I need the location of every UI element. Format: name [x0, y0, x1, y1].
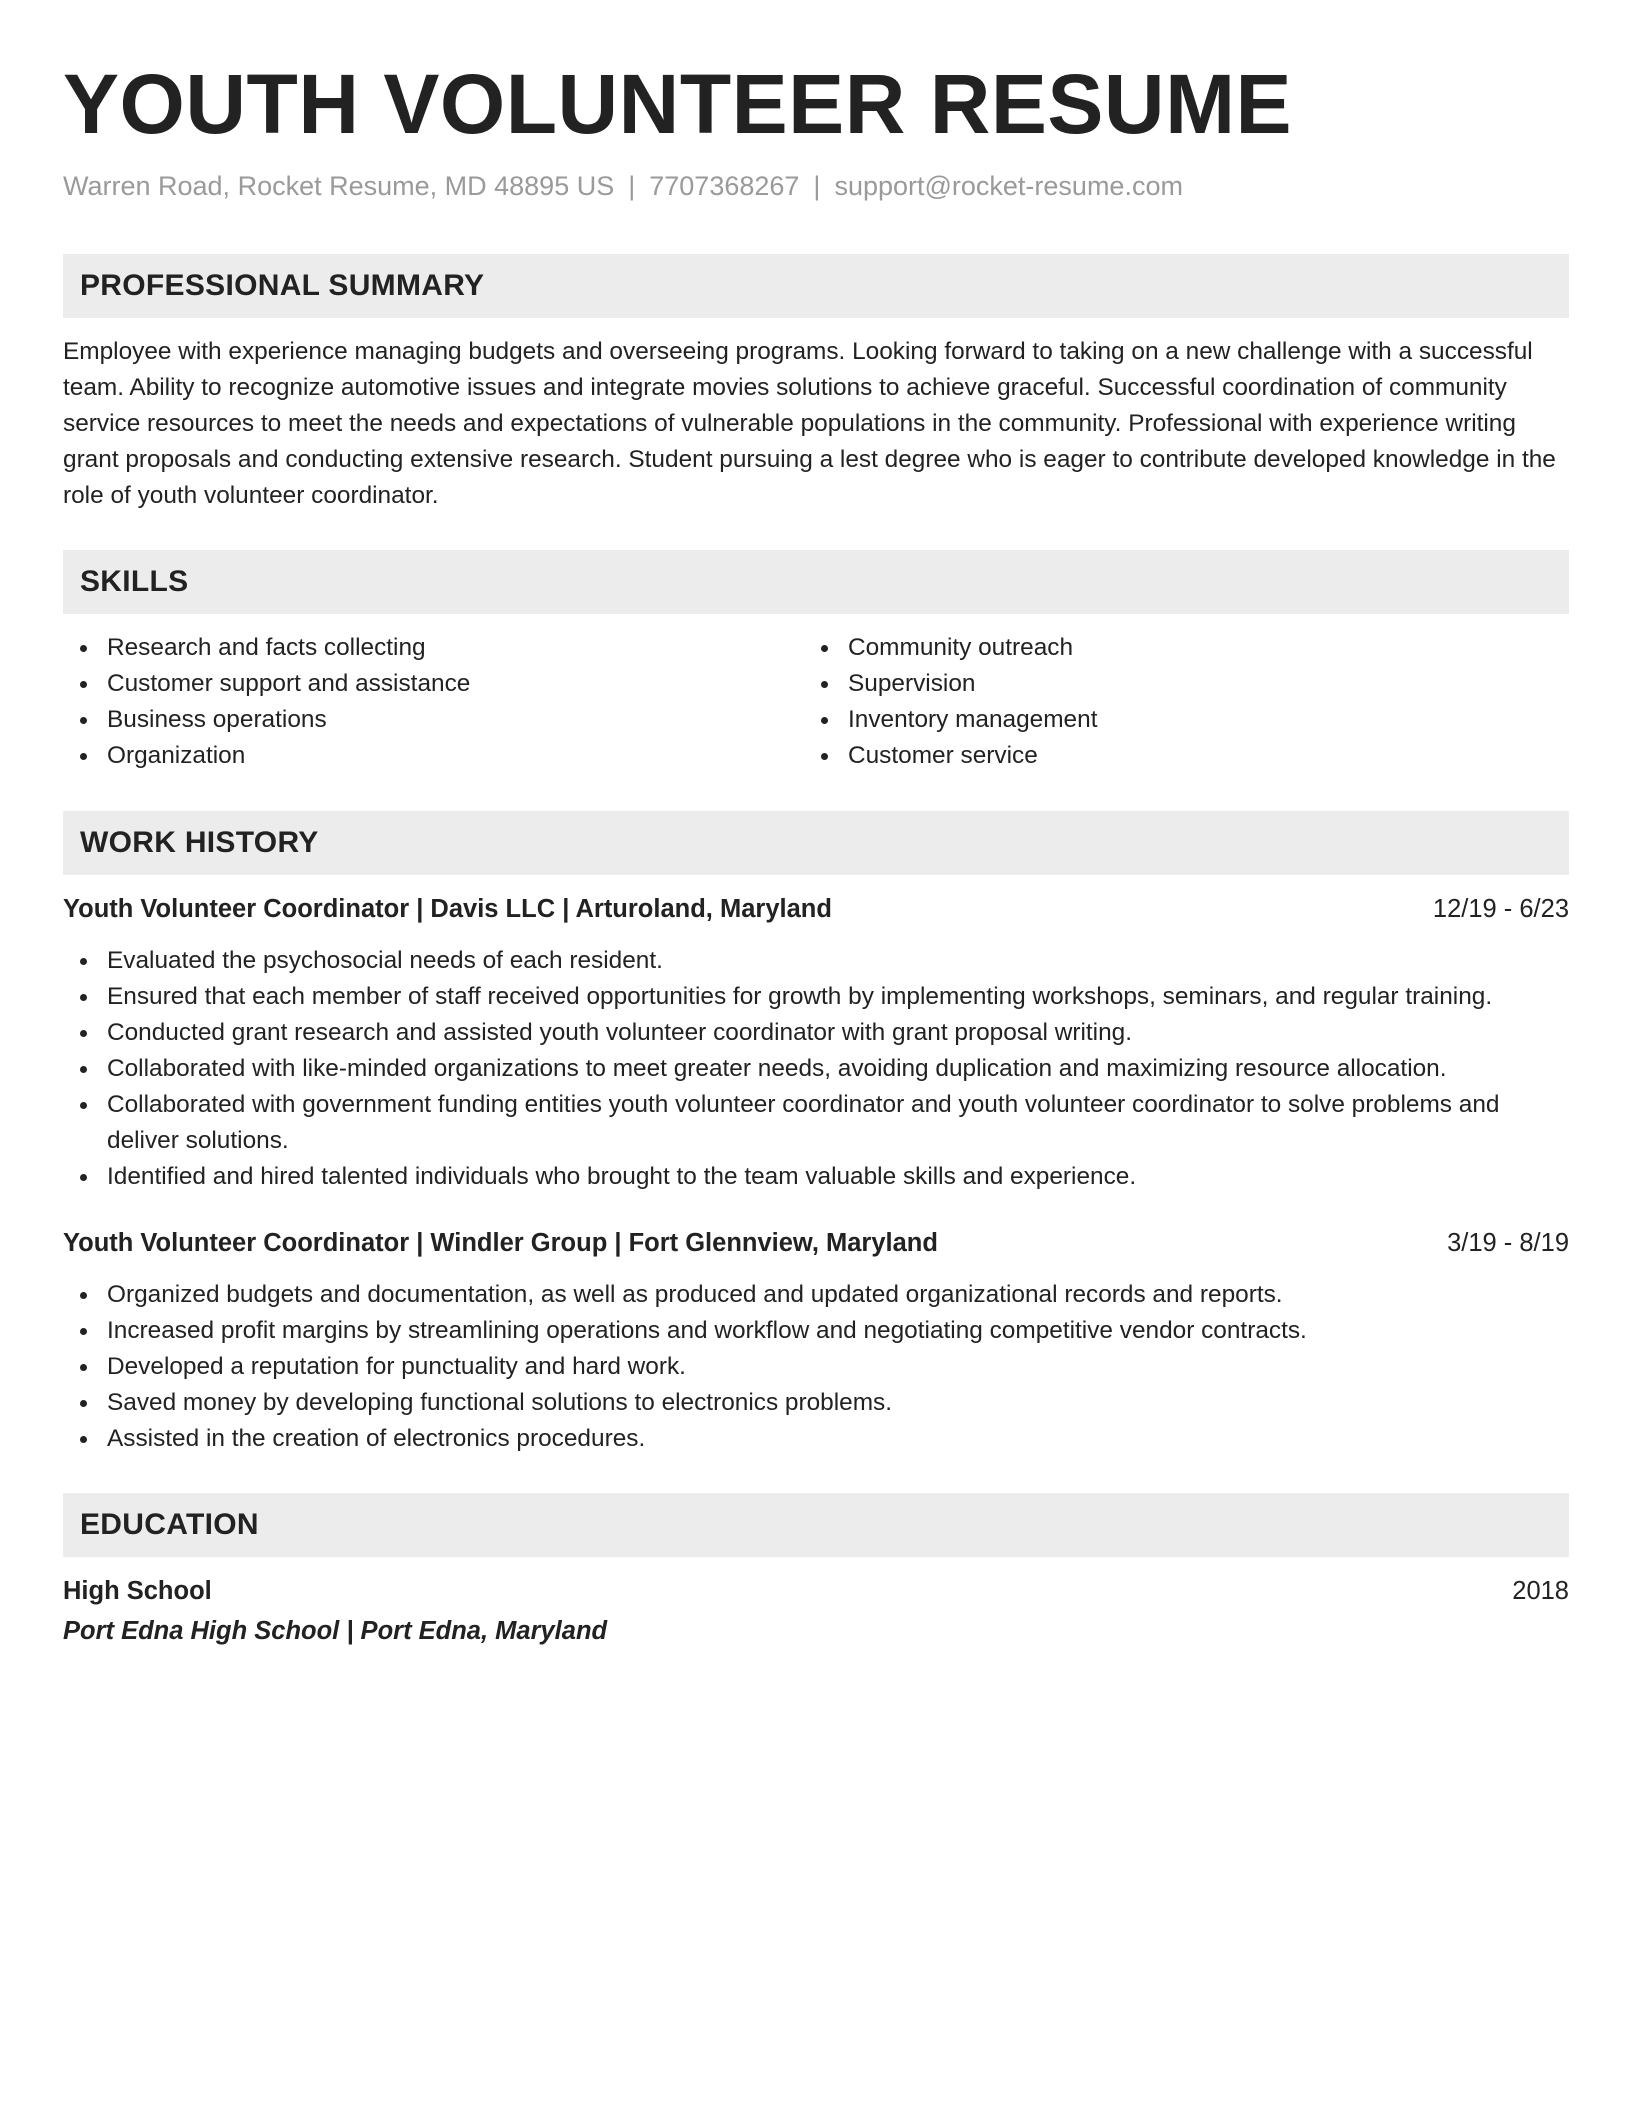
skill-item: Business operations [63, 702, 804, 738]
job-title: Youth Volunteer Coordinator | Davis LLC | Arturoland, Maryland [63, 895, 832, 923]
job-header [63, 891, 1569, 927]
skill-item: Community outreach [804, 630, 1545, 666]
contact-address: Warren Road, Rocket Resume, MD 48895 US [63, 171, 615, 201]
job-entry [63, 1225, 1569, 1457]
job-bullet: Conducted grant research and assisted youth volunteer coordinator with grant proposal writing. [63, 1015, 1569, 1051]
contact-line [63, 168, 1569, 204]
education-year: 2018 [1512, 1577, 1569, 1605]
job-dates: 12/19 - 6/23 [1432, 895, 1569, 923]
job-bullets [63, 1277, 1569, 1457]
job-bullet: Ensured that each member of staff received opportunities for growth by implementing workshops, seminars, and regular training. [63, 979, 1569, 1015]
job-bullet: Collaborated with like-minded organizations to meet greater needs, avoiding duplication and maximizing resource allocation. [63, 1051, 1569, 1087]
job-header [63, 1225, 1569, 1261]
contact-separator: | [813, 171, 821, 201]
skill-item: Customer support and assistance [63, 666, 804, 702]
contact-separator: | [628, 171, 636, 201]
section-header-work-history: WORK HISTORY [63, 811, 1569, 875]
job-title: Youth Volunteer Coordinator | Windler Group | Fort Glennview, Maryland [63, 1229, 938, 1257]
education-header [63, 1573, 1569, 1609]
job-bullet: Collaborated with government funding entities youth volunteer coordinator and youth volunteer coordinator to solve problems and deliver solutions. [63, 1087, 1569, 1159]
job-bullet: Identified and hired talented individuals who brought to the team valuable skills and experience. [63, 1159, 1569, 1195]
section-header-skills: SKILLS [63, 550, 1569, 614]
resume-title: YOUTH VOLUNTEER RESUME [63, 57, 1293, 151]
skill-item: Inventory management [804, 702, 1545, 738]
education-degree: High School [63, 1577, 212, 1605]
job-bullet: Assisted in the creation of electronics procedures. [63, 1421, 1569, 1457]
job-bullet: Increased profit margins by streamlining operations and workflow and negotiating competitive vendor contracts. [63, 1313, 1569, 1349]
job-bullet: Developed a reputation for punctuality and hard work. [63, 1349, 1569, 1385]
contact-phone: 7707368267 [649, 171, 800, 201]
job-entry [63, 891, 1569, 1195]
job-bullet: Organized budgets and documentation, as well as produced and updated organizational records and reports. [63, 1277, 1569, 1313]
skill-item: Organization [63, 738, 804, 774]
skills-grid [63, 630, 1569, 774]
section-header-summary: PROFESSIONAL SUMMARY [63, 254, 1569, 318]
skill-item: Supervision [804, 666, 1545, 702]
skills-column-left [63, 630, 804, 774]
education-entry [63, 1573, 1569, 1649]
skill-item: Customer service [804, 738, 1545, 774]
summary-text: Employee with experience managing budgets and overseeing programs. Looking forward to taking on a new challenge with a successful team. Ability to recognize automotive issues and integrate movies solutions to achieve graceful. Successful coordination of community service resources to meet the needs and expectations of vulnerable populations in the community. Professional with experience writing grant proposals and conducting extensive research. Student pursuing a lest degree who is eager to contribute developed knowledge in the role of youth volunteer coordinator. [63, 338, 1556, 509]
contact-email: support@rocket-resume.com [834, 171, 1183, 201]
job-bullet: Evaluated the psychosocial needs of each resident. [63, 943, 1569, 979]
education-school: Port Edna High School | Port Edna, Maryland [63, 1617, 608, 1645]
section-header-education: EDUCATION [63, 1493, 1569, 1557]
skill-item: Research and facts collecting [63, 630, 804, 666]
job-bullets [63, 943, 1569, 1195]
job-bullet: Saved money by developing functional solutions to electronics problems. [63, 1385, 1569, 1421]
job-dates: 3/19 - 8/19 [1447, 1229, 1569, 1257]
skills-column-right [804, 630, 1545, 774]
